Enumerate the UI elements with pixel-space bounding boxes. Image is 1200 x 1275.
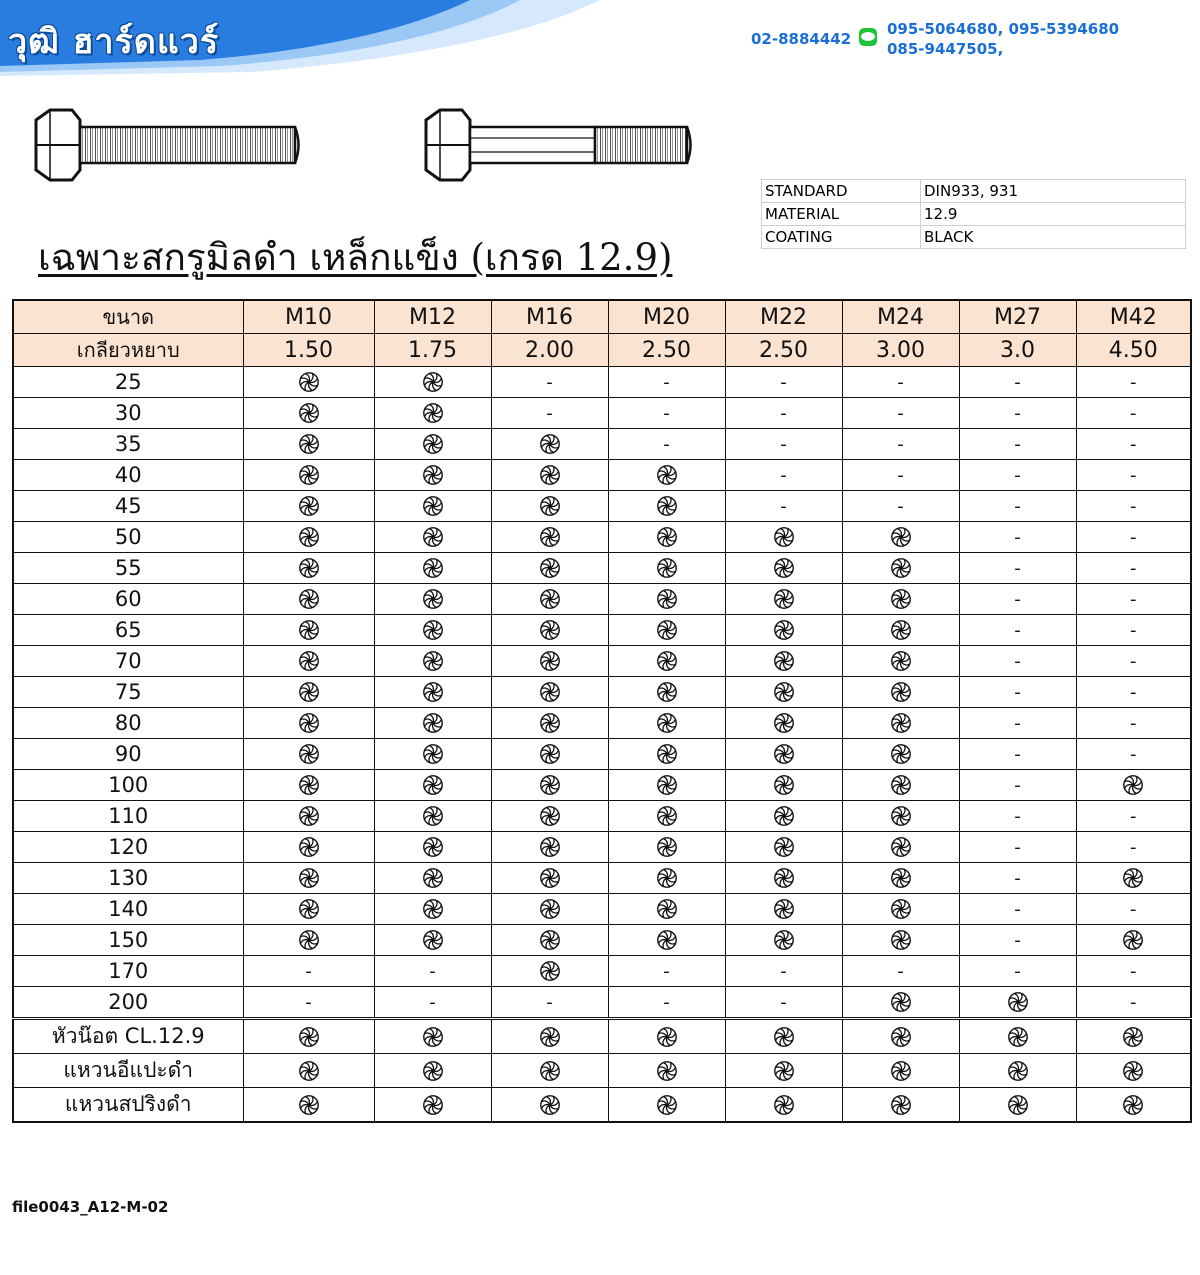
length-row bbox=[13, 739, 1191, 770]
available-swirl-icon bbox=[491, 522, 608, 553]
length-row-label: 75 bbox=[13, 677, 243, 708]
unavailable-dash: - bbox=[959, 708, 1076, 739]
available-swirl-icon bbox=[725, 801, 842, 832]
unavailable-dash: - bbox=[959, 429, 1076, 460]
length-row-label: 30 bbox=[13, 398, 243, 429]
spec-row bbox=[762, 203, 1186, 226]
page-title: เฉพาะสกรูมิลดำ เหล็กแข็ง (เกรด 12.9) bbox=[38, 236, 673, 279]
unavailable-dash: - bbox=[959, 522, 1076, 553]
available-swirl-icon bbox=[608, 553, 725, 584]
unavailable-dash: - bbox=[959, 863, 1076, 894]
unavailable-dash: - bbox=[959, 460, 1076, 491]
available-swirl-icon bbox=[725, 646, 842, 677]
unavailable-dash: - bbox=[959, 398, 1076, 429]
available-swirl-icon bbox=[842, 863, 959, 894]
available-swirl-icon bbox=[491, 894, 608, 925]
length-row-label: 110 bbox=[13, 801, 243, 832]
available-swirl-icon bbox=[608, 677, 725, 708]
pitch-header-row-cell: 4.50 bbox=[1076, 334, 1191, 367]
accessory-row-label: หัวน๊อต CL.12.9 bbox=[13, 1019, 243, 1054]
unavailable-dash: - bbox=[959, 956, 1076, 987]
unavailable-dash: - bbox=[1076, 987, 1191, 1019]
available-swirl-icon bbox=[491, 739, 608, 770]
available-swirl-icon bbox=[491, 801, 608, 832]
available-swirl-icon bbox=[725, 522, 842, 553]
size-header-row-cell: M22 bbox=[725, 300, 842, 334]
unavailable-dash: - bbox=[725, 987, 842, 1019]
phone-number[interactable]: 02-8884442 bbox=[751, 30, 852, 48]
spec-table bbox=[761, 179, 1186, 249]
available-swirl-icon bbox=[243, 708, 374, 739]
spec-key: STANDARD bbox=[762, 180, 921, 203]
available-swirl-icon bbox=[491, 615, 608, 646]
available-swirl-icon bbox=[959, 987, 1076, 1019]
unavailable-dash: - bbox=[1076, 832, 1191, 863]
available-swirl-icon bbox=[374, 584, 491, 615]
available-swirl-icon bbox=[842, 925, 959, 956]
available-swirl-icon bbox=[491, 832, 608, 863]
available-swirl-icon bbox=[725, 894, 842, 925]
available-swirl-icon bbox=[243, 367, 374, 398]
available-swirl-icon bbox=[725, 553, 842, 584]
available-swirl-icon bbox=[608, 739, 725, 770]
available-swirl-icon bbox=[374, 429, 491, 460]
available-swirl-icon bbox=[608, 522, 725, 553]
unavailable-dash: - bbox=[959, 739, 1076, 770]
available-swirl-icon bbox=[959, 1088, 1076, 1123]
spec-row bbox=[762, 226, 1186, 249]
length-row-label: 130 bbox=[13, 863, 243, 894]
pitch-header-row-cell: 2.50 bbox=[725, 334, 842, 367]
available-swirl-icon bbox=[491, 584, 608, 615]
accessory-row-label: แหวนอีแปะดำ bbox=[13, 1054, 243, 1088]
accessory-row bbox=[13, 1088, 1191, 1123]
available-swirl-icon bbox=[491, 1019, 608, 1054]
length-row-label: 60 bbox=[13, 584, 243, 615]
partial-thread-bolt-drawing bbox=[426, 110, 691, 180]
available-swirl-icon bbox=[842, 522, 959, 553]
unavailable-dash: - bbox=[842, 429, 959, 460]
unavailable-dash: - bbox=[1076, 739, 1191, 770]
length-row-label: 140 bbox=[13, 894, 243, 925]
available-swirl-icon bbox=[243, 1054, 374, 1088]
unavailable-dash: - bbox=[959, 491, 1076, 522]
available-swirl-icon bbox=[374, 522, 491, 553]
unavailable-dash: - bbox=[842, 460, 959, 491]
unavailable-dash: - bbox=[959, 646, 1076, 677]
unavailable-dash: - bbox=[1076, 956, 1191, 987]
available-swirl-icon bbox=[374, 708, 491, 739]
unavailable-dash: - bbox=[959, 925, 1076, 956]
available-swirl-icon bbox=[491, 491, 608, 522]
available-swirl-icon bbox=[243, 894, 374, 925]
length-row bbox=[13, 894, 1191, 925]
available-swirl-icon bbox=[374, 1054, 491, 1088]
size-header-row-cell: M12 bbox=[374, 300, 491, 334]
length-row bbox=[13, 584, 1191, 615]
available-swirl-icon bbox=[842, 770, 959, 801]
size-header-row bbox=[13, 300, 1191, 334]
length-row bbox=[13, 863, 1191, 894]
available-swirl-icon bbox=[608, 770, 725, 801]
available-swirl-icon bbox=[243, 863, 374, 894]
unavailable-dash: - bbox=[1076, 584, 1191, 615]
unavailable-dash: - bbox=[1076, 646, 1191, 677]
available-swirl-icon bbox=[374, 646, 491, 677]
available-swirl-icon bbox=[374, 615, 491, 646]
available-swirl-icon bbox=[842, 739, 959, 770]
available-swirl-icon bbox=[842, 646, 959, 677]
pitch-header-row-cell: 1.75 bbox=[374, 334, 491, 367]
available-swirl-icon bbox=[374, 677, 491, 708]
available-swirl-icon bbox=[243, 801, 374, 832]
length-row bbox=[13, 367, 1191, 398]
available-swirl-icon bbox=[491, 863, 608, 894]
available-swirl-icon bbox=[608, 1019, 725, 1054]
available-swirl-icon bbox=[1076, 1019, 1191, 1054]
size-header-row-cell: M42 bbox=[1076, 300, 1191, 334]
available-swirl-icon bbox=[374, 832, 491, 863]
available-swirl-icon bbox=[725, 770, 842, 801]
length-row bbox=[13, 956, 1191, 987]
length-row bbox=[13, 677, 1191, 708]
available-swirl-icon bbox=[725, 739, 842, 770]
available-swirl-icon bbox=[243, 522, 374, 553]
size-header-row-label: ขนาด bbox=[13, 300, 243, 334]
available-swirl-icon bbox=[243, 646, 374, 677]
length-row-label: 65 bbox=[13, 615, 243, 646]
unavailable-dash: - bbox=[608, 987, 725, 1019]
size-header-row-cell: M27 bbox=[959, 300, 1076, 334]
spec-key: MATERIAL bbox=[762, 203, 921, 226]
available-swirl-icon bbox=[842, 801, 959, 832]
length-row bbox=[13, 708, 1191, 739]
available-swirl-icon bbox=[959, 1054, 1076, 1088]
available-swirl-icon bbox=[1076, 1088, 1191, 1123]
available-swirl-icon bbox=[243, 677, 374, 708]
unavailable-dash: - bbox=[725, 367, 842, 398]
full-thread-bolt-drawing bbox=[36, 110, 299, 180]
available-swirl-icon bbox=[374, 367, 491, 398]
size-header-row-cell: M20 bbox=[608, 300, 725, 334]
unavailable-dash: - bbox=[959, 894, 1076, 925]
available-swirl-icon bbox=[491, 646, 608, 677]
unavailable-dash: - bbox=[608, 429, 725, 460]
available-swirl-icon bbox=[725, 925, 842, 956]
size-header-row-cell: M16 bbox=[491, 300, 608, 334]
length-row-label: 80 bbox=[13, 708, 243, 739]
length-row-label: 25 bbox=[13, 367, 243, 398]
file-code: file0043_A12-M-02 bbox=[12, 1198, 169, 1216]
unavailable-dash: - bbox=[725, 491, 842, 522]
available-swirl-icon bbox=[374, 894, 491, 925]
available-swirl-icon bbox=[608, 584, 725, 615]
unavailable-dash: - bbox=[725, 429, 842, 460]
unavailable-dash: - bbox=[491, 987, 608, 1019]
unavailable-dash: - bbox=[842, 956, 959, 987]
line-app-icon bbox=[859, 28, 877, 46]
availability-table bbox=[12, 299, 1192, 1123]
available-swirl-icon bbox=[725, 1088, 842, 1123]
length-row-label: 200 bbox=[13, 987, 243, 1019]
pitch-header-row-cell: 1.50 bbox=[243, 334, 374, 367]
pitch-header-row-cell: 3.0 bbox=[959, 334, 1076, 367]
available-swirl-icon bbox=[842, 894, 959, 925]
length-row bbox=[13, 925, 1191, 956]
available-swirl-icon bbox=[374, 739, 491, 770]
available-swirl-icon bbox=[491, 956, 608, 987]
pitch-header-row bbox=[13, 334, 1191, 367]
available-swirl-icon bbox=[608, 615, 725, 646]
available-swirl-icon bbox=[374, 553, 491, 584]
unavailable-dash: - bbox=[608, 367, 725, 398]
available-swirl-icon bbox=[608, 460, 725, 491]
length-row bbox=[13, 429, 1191, 460]
available-swirl-icon bbox=[842, 615, 959, 646]
length-row-label: 90 bbox=[13, 739, 243, 770]
unavailable-dash: - bbox=[1076, 398, 1191, 429]
spec-value: 12.9 bbox=[921, 203, 1186, 226]
available-swirl-icon bbox=[243, 1019, 374, 1054]
available-swirl-icon bbox=[725, 615, 842, 646]
unavailable-dash: - bbox=[959, 770, 1076, 801]
mobile-numbers-line2[interactable]: 085-9447505, bbox=[887, 40, 1004, 58]
unavailable-dash: - bbox=[1076, 429, 1191, 460]
available-swirl-icon bbox=[725, 863, 842, 894]
unavailable-dash: - bbox=[959, 584, 1076, 615]
available-swirl-icon bbox=[374, 1088, 491, 1123]
available-swirl-icon bbox=[842, 553, 959, 584]
available-swirl-icon bbox=[243, 429, 374, 460]
available-swirl-icon bbox=[374, 1019, 491, 1054]
available-swirl-icon bbox=[243, 460, 374, 491]
available-swirl-icon bbox=[842, 584, 959, 615]
available-swirl-icon bbox=[842, 1019, 959, 1054]
unavailable-dash: - bbox=[1076, 367, 1191, 398]
length-row bbox=[13, 801, 1191, 832]
unavailable-dash: - bbox=[1076, 708, 1191, 739]
available-swirl-icon bbox=[491, 553, 608, 584]
unavailable-dash: - bbox=[608, 956, 725, 987]
available-swirl-icon bbox=[243, 398, 374, 429]
available-swirl-icon bbox=[491, 429, 608, 460]
length-row-label: 35 bbox=[13, 429, 243, 460]
pitch-header-row-label: เกลียวหยาบ bbox=[13, 334, 243, 367]
available-swirl-icon bbox=[725, 832, 842, 863]
accessory-row bbox=[13, 1054, 1191, 1088]
available-swirl-icon bbox=[243, 832, 374, 863]
available-swirl-icon bbox=[842, 1088, 959, 1123]
available-swirl-icon bbox=[1076, 770, 1191, 801]
unavailable-dash: - bbox=[842, 367, 959, 398]
length-row-label: 40 bbox=[13, 460, 243, 491]
pitch-header-row-cell: 2.00 bbox=[491, 334, 608, 367]
length-row-label: 50 bbox=[13, 522, 243, 553]
unavailable-dash: - bbox=[491, 398, 608, 429]
available-swirl-icon bbox=[1076, 863, 1191, 894]
available-swirl-icon bbox=[1076, 1054, 1191, 1088]
available-swirl-icon bbox=[243, 491, 374, 522]
length-row bbox=[13, 987, 1191, 1019]
available-swirl-icon bbox=[1076, 925, 1191, 956]
length-row bbox=[13, 522, 1191, 553]
available-swirl-icon bbox=[725, 708, 842, 739]
unavailable-dash: - bbox=[842, 491, 959, 522]
unavailable-dash: - bbox=[959, 553, 1076, 584]
available-swirl-icon bbox=[243, 770, 374, 801]
spec-value: DIN933, 931 bbox=[921, 180, 1186, 203]
spec-value: BLACK bbox=[921, 226, 1186, 249]
unavailable-dash: - bbox=[1076, 491, 1191, 522]
available-swirl-icon bbox=[243, 739, 374, 770]
size-header-row-cell: M24 bbox=[842, 300, 959, 334]
available-swirl-icon bbox=[374, 491, 491, 522]
available-swirl-icon bbox=[842, 1054, 959, 1088]
unavailable-dash: - bbox=[374, 987, 491, 1019]
available-swirl-icon bbox=[608, 894, 725, 925]
length-row-label: 45 bbox=[13, 491, 243, 522]
brand-logo-text: วุฒิ ฮาร์ดแวร์ bbox=[8, 22, 220, 62]
available-swirl-icon bbox=[842, 832, 959, 863]
available-swirl-icon bbox=[491, 708, 608, 739]
length-row-label: 170 bbox=[13, 956, 243, 987]
available-swirl-icon bbox=[491, 1054, 608, 1088]
available-swirl-icon bbox=[725, 1054, 842, 1088]
unavailable-dash: - bbox=[1076, 894, 1191, 925]
unavailable-dash: - bbox=[1076, 615, 1191, 646]
length-row bbox=[13, 460, 1191, 491]
unavailable-dash: - bbox=[1076, 677, 1191, 708]
unavailable-dash: - bbox=[1076, 460, 1191, 491]
available-swirl-icon bbox=[491, 677, 608, 708]
available-swirl-icon bbox=[374, 460, 491, 491]
available-swirl-icon bbox=[608, 832, 725, 863]
spec-row bbox=[762, 180, 1186, 203]
available-swirl-icon bbox=[725, 584, 842, 615]
available-swirl-icon bbox=[243, 615, 374, 646]
unavailable-dash: - bbox=[959, 615, 1076, 646]
available-swirl-icon bbox=[725, 1019, 842, 1054]
unavailable-dash: - bbox=[243, 987, 374, 1019]
available-swirl-icon bbox=[608, 925, 725, 956]
available-swirl-icon bbox=[374, 770, 491, 801]
length-row bbox=[13, 615, 1191, 646]
available-swirl-icon bbox=[243, 925, 374, 956]
length-row bbox=[13, 398, 1191, 429]
available-swirl-icon bbox=[725, 677, 842, 708]
length-row-label: 55 bbox=[13, 553, 243, 584]
available-swirl-icon bbox=[243, 1088, 374, 1123]
unavailable-dash: - bbox=[959, 832, 1076, 863]
unavailable-dash: - bbox=[243, 956, 374, 987]
available-swirl-icon bbox=[842, 708, 959, 739]
unavailable-dash: - bbox=[1076, 522, 1191, 553]
length-row-label: 120 bbox=[13, 832, 243, 863]
unavailable-dash: - bbox=[608, 398, 725, 429]
available-swirl-icon bbox=[243, 584, 374, 615]
length-row bbox=[13, 553, 1191, 584]
pitch-header-row-cell: 3.00 bbox=[842, 334, 959, 367]
mobile-numbers-line1[interactable]: 095-5064680, 095-5394680 bbox=[887, 20, 1120, 38]
unavailable-dash: - bbox=[725, 460, 842, 491]
unavailable-dash: - bbox=[1076, 801, 1191, 832]
unavailable-dash: - bbox=[491, 367, 608, 398]
available-swirl-icon bbox=[608, 708, 725, 739]
available-swirl-icon bbox=[491, 925, 608, 956]
available-swirl-icon bbox=[842, 677, 959, 708]
available-swirl-icon bbox=[374, 801, 491, 832]
size-header-row-cell: M10 bbox=[243, 300, 374, 334]
length-row bbox=[13, 646, 1191, 677]
available-swirl-icon bbox=[374, 398, 491, 429]
unavailable-dash: - bbox=[842, 398, 959, 429]
length-row-label: 70 bbox=[13, 646, 243, 677]
available-swirl-icon bbox=[608, 491, 725, 522]
unavailable-dash: - bbox=[725, 398, 842, 429]
available-swirl-icon bbox=[491, 460, 608, 491]
available-swirl-icon bbox=[491, 770, 608, 801]
available-swirl-icon bbox=[374, 925, 491, 956]
available-swirl-icon bbox=[608, 646, 725, 677]
pitch-header-row-cell: 2.50 bbox=[608, 334, 725, 367]
unavailable-dash: - bbox=[959, 677, 1076, 708]
accessory-row-label: แหวนสปริงดำ bbox=[13, 1088, 243, 1123]
length-row bbox=[13, 770, 1191, 801]
available-swirl-icon bbox=[374, 863, 491, 894]
available-swirl-icon bbox=[608, 863, 725, 894]
available-swirl-icon bbox=[608, 1088, 725, 1123]
available-swirl-icon bbox=[491, 1088, 608, 1123]
available-swirl-icon bbox=[608, 1054, 725, 1088]
unavailable-dash: - bbox=[959, 801, 1076, 832]
unavailable-dash: - bbox=[374, 956, 491, 987]
unavailable-dash: - bbox=[725, 956, 842, 987]
unavailable-dash: - bbox=[959, 367, 1076, 398]
bolt-drawings bbox=[20, 100, 720, 195]
length-row-label: 100 bbox=[13, 770, 243, 801]
available-swirl-icon bbox=[959, 1019, 1076, 1054]
length-row bbox=[13, 491, 1191, 522]
length-row-label: 150 bbox=[13, 925, 243, 956]
available-swirl-icon bbox=[608, 801, 725, 832]
length-row bbox=[13, 832, 1191, 863]
unavailable-dash: - bbox=[1076, 553, 1191, 584]
available-swirl-icon bbox=[243, 553, 374, 584]
accessory-row bbox=[13, 1019, 1191, 1054]
spec-key: COATING bbox=[762, 226, 921, 249]
available-swirl-icon bbox=[842, 987, 959, 1019]
